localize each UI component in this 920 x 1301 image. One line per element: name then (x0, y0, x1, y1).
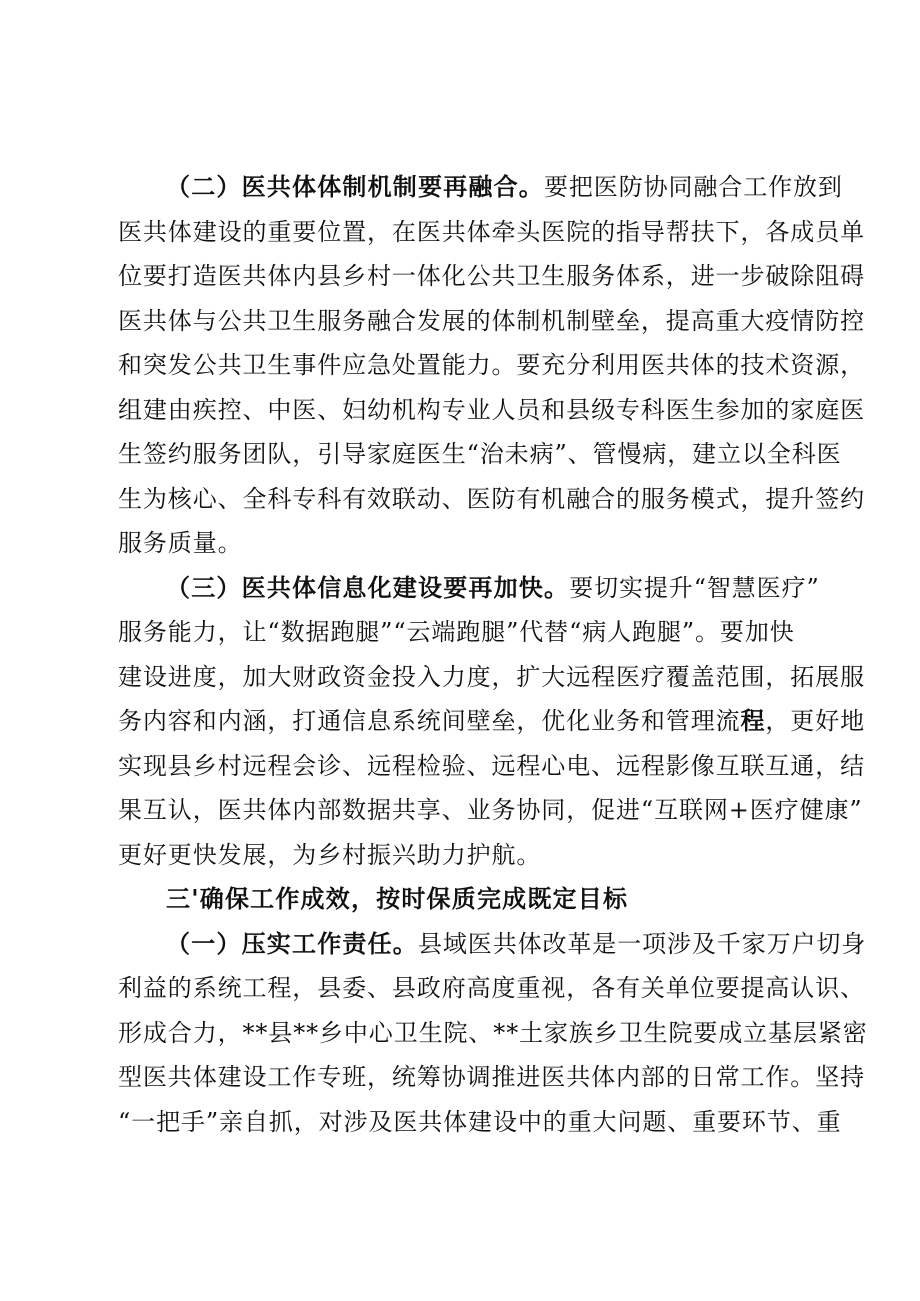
text-span: ，更好地 (765, 707, 866, 735)
section-heading: （三）医共体信息化建设要再加快。 (166, 573, 570, 602)
paragraph-line: 建设进度，加大财政资金投入力度，扩大远程医疗覆盖范围，拓展服 (118, 663, 865, 691)
bold-text-span: 程 (740, 706, 766, 735)
section-heading: （一）压实工作责任。 (166, 929, 418, 958)
section-heading: （二）医共体体制机制要再融合。 (166, 172, 544, 201)
paragraph-line: 实现县乡村远程会诊、远程检验、远程心电、远程影像互联互通，结 (118, 752, 865, 780)
paragraph-line: 生签约服务团队，引导家庭医生“治未病”、管慢病，建立以全科医 (118, 440, 842, 468)
paragraph-line (118, 568, 818, 608)
paragraph-line: 型医共体建设工作专班，统筹协调推进医共体内部的日常工作。坚持 (118, 1063, 865, 1091)
paragraph-line: 形成合力，**县**乡中心卫生院、**土家族乡卫生院要成立基层紧密 (118, 1019, 868, 1047)
part-heading-text: 三'确保工作成效，按时保质完成既定目标 (166, 884, 629, 913)
text-span: 县域医共体改革是一项涉及千家万户切身 (418, 930, 867, 958)
text-span: 务内容和内涵，打通信息系统间壁垒，优化业务和管理流 (118, 707, 741, 735)
paragraph-line: “一把手”亲自抓，对涉及医共体建设中的重大问题、重要环节、重 (118, 1108, 842, 1136)
paragraph-line: 利益的系统工程，县委、县政府高度重视，各有关单位要提高认识、 (118, 974, 865, 1002)
paragraph-line (118, 701, 866, 741)
paragraph-line: 服务能力，让“数据跑腿”“云端跑腿”代替“病人跑腿”。要加快 (118, 618, 795, 646)
paragraph-line: 医共体建设的重要位置，在医共体牵头医院的指导帮扶下，各成员单 (118, 218, 865, 246)
paragraph-line: 医共体与公共卫生服务融合发展的体制机制壁垒，提高重大疫情防控 (118, 307, 865, 335)
paragraph-line (118, 924, 867, 964)
paragraph-line: 生为核心、全科专科有效联动、医防有机融合的服务模式，提升签约 (118, 485, 865, 513)
paragraph-line: 和突发公共卫生事件应急处置能力。要充分利用医共体的技术资源， (118, 351, 865, 379)
paragraph-line: 果互认，医共体内部数据共享、业务协同，促进“互联网+医疗健康” (118, 796, 863, 824)
text-span: 要切实提升“智慧医疗” (569, 574, 820, 602)
paragraph-line: 更好更快发展，为乡村振兴助力护航。 (118, 841, 542, 869)
paragraph-line: 位要打造医共体内县乡村一体化公共卫生服务体系，进一步破除阻碍 (118, 262, 865, 290)
paragraph-line: 组建由疾控、中医、妇幼机构专业人员和县级专科医生参加的家庭医 (118, 396, 865, 424)
part-heading (118, 879, 818, 919)
paragraph-line: 服务质量。 (118, 529, 243, 557)
text-span: 要把医防协同融合工作放到 (544, 173, 843, 201)
paragraph-line (118, 167, 843, 207)
